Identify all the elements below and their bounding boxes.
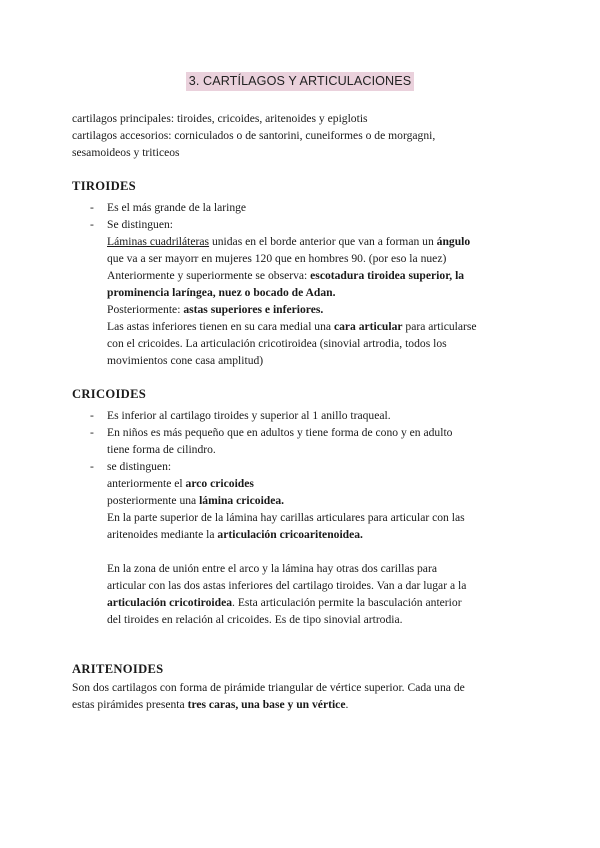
- intro-line: sesamoideos y triticeos: [72, 146, 180, 159]
- list-item: [72, 424, 542, 458]
- bullet-list: [72, 407, 542, 475]
- underlined-term: Láminas cuadriláteras: [107, 235, 210, 248]
- bold-term: articulación cricotiroidea: [107, 596, 233, 609]
- list-item-text: Es el más grande de la laringe: [107, 201, 247, 214]
- bold-term: tres caras, una base y un vértice: [187, 698, 346, 711]
- bold-term: prominencia laríngea, nuez o bocado de Adan.: [107, 286, 336, 299]
- text-line: [107, 318, 542, 335]
- text-span: Anteriormente y superiormente se observa:: [107, 269, 311, 282]
- text-line: [72, 696, 542, 713]
- text-line: En la parte superior de la lámina hay carillas articulares para articular con las: [107, 511, 465, 524]
- bullet-dash: -: [90, 409, 94, 422]
- text-line: [107, 526, 542, 543]
- list-item-text: Se distinguen:: [107, 218, 174, 231]
- bullet-dash: -: [90, 426, 94, 439]
- bullet-list: [72, 199, 542, 233]
- list-item: [72, 407, 542, 424]
- text-span: .: [345, 698, 349, 711]
- section-aritenoides: [72, 661, 542, 713]
- text-line: [107, 301, 542, 318]
- text-span: anteriormente el: [107, 477, 186, 490]
- bullet-dash: -: [90, 460, 94, 473]
- bold-term: escotadura tiroidea superior, la: [310, 269, 465, 282]
- bold-term: lámina cricoidea.: [199, 494, 285, 507]
- intro-block: [72, 110, 542, 161]
- text-line: [107, 233, 542, 250]
- section-heading: CRICOIDES: [72, 387, 147, 401]
- bold-term: ángulo: [436, 235, 471, 248]
- list-item-text: Es inferior al cartilago tiroides y superior al 1 anillo traqueal.: [107, 409, 391, 422]
- text-line: [107, 475, 542, 492]
- section-heading: TIROIDES: [72, 179, 136, 193]
- text-line: que va a ser mayorr en mujeres 120 que en hombres 90. (por eso la nuez): [107, 252, 447, 265]
- text-span: . Esta articulación permite la basculación anterior: [232, 596, 462, 609]
- list-item-text: tiene forma de cilindro.: [107, 443, 216, 456]
- bold-term: arco cricoides: [185, 477, 254, 490]
- bold-term: cara articular: [333, 320, 403, 333]
- text-span: Las astas inferiores tienen en su cara medial una: [107, 320, 334, 333]
- text-span: posteriormente una: [107, 494, 200, 507]
- text-line: [107, 492, 542, 509]
- list-item-text: se distinguen:: [107, 460, 172, 473]
- section-heading: ARITENOIDES: [72, 662, 164, 676]
- paragraph-gap: [107, 543, 542, 560]
- bullet-dash: -: [90, 218, 94, 231]
- intro-line: cartilagos accesorios: corniculados o de santorini, cuneiformes o de morgagni,: [72, 129, 436, 142]
- section-tiroides: [72, 178, 542, 369]
- text-line: movimientos cone casa amplitud): [107, 354, 264, 367]
- intro-line: cartilagos principales: tiroides, cricoides, aritenoides y epiglotis: [72, 112, 368, 125]
- list-item: [72, 458, 542, 475]
- list-item-text: En niños es más pequeño que en adultos y tiene forma de cono y en adulto: [107, 426, 453, 439]
- section-cricoides: [72, 386, 542, 628]
- text-span: unidas en el borde anterior que van a forman un: [209, 235, 437, 248]
- tiroides-details: [72, 233, 542, 369]
- text-line: articular con las dos astas inferiores del cartilago tiroides. Van a dar lugar a la: [107, 579, 467, 592]
- text-line: En la zona de unión entre el arco y la lámina hay otras dos carillas para: [107, 562, 437, 575]
- text-line: del tiroides en relación al cricoides. Es de tipo sinovial artrodia.: [107, 613, 403, 626]
- bold-term: astas superiores e inferiores.: [183, 303, 324, 316]
- text-span: estas pirámides presenta: [72, 698, 188, 711]
- text-line: [107, 267, 542, 284]
- text-span: para articularse: [402, 320, 477, 333]
- list-item: [72, 216, 542, 233]
- list-item: [72, 199, 542, 216]
- title-container: [0, 72, 600, 91]
- bold-term: articulación cricoaritenoidea.: [217, 528, 363, 541]
- cricoides-details: [72, 475, 542, 628]
- text-span: Posteriormente:: [107, 303, 184, 316]
- bullet-dash: -: [90, 201, 94, 214]
- text-span: aritenoides mediante la: [107, 528, 218, 541]
- text-line: Son dos cartilagos con forma de pirámide triangular de vértice superior. Cada una de: [72, 681, 465, 694]
- page-title: 3. CARTÍLAGOS Y ARTICULACIONES: [186, 72, 415, 91]
- text-line: [107, 594, 542, 611]
- text-line: [107, 284, 542, 301]
- text-line: con el cricoides. La articulación cricotiroidea (sinovial artrodia, todos los: [107, 337, 447, 350]
